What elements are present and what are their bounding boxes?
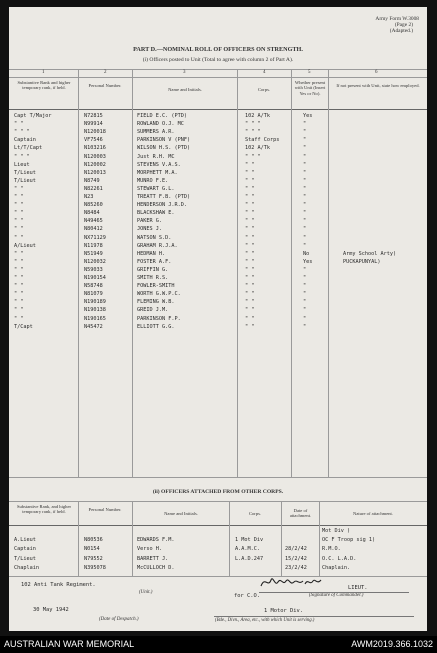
cell-whether: " [303, 323, 307, 330]
for-co: for C.O. [234, 593, 260, 599]
cell-corps: " " [245, 291, 255, 298]
cell-corps: " " [245, 177, 255, 184]
cell-whether: " [303, 226, 307, 233]
table2-bottom-rule [9, 576, 427, 577]
table-row [9, 266, 427, 274]
cell-name: MORPHETT M.A. [137, 169, 178, 176]
cell-name: TREATT F.B. (PTD) [137, 194, 191, 200]
cell-corps: " " [245, 194, 255, 200]
form-page: (Page 2) [394, 22, 413, 29]
table-row [9, 242, 427, 250]
cell-corps: " " [245, 226, 255, 233]
cell-number: N103216 [84, 145, 106, 152]
cell-whether: " [303, 234, 307, 241]
cell-number: N11978 [84, 242, 103, 249]
cell-number: N190165 [84, 315, 106, 322]
cell-name: ROWLAND O.J. MC [137, 121, 184, 128]
archive-caption-bar [0, 636, 437, 653]
col-number: 2 [104, 70, 107, 75]
cell-corps: " " [245, 185, 255, 192]
cell-number: VF7546 [84, 137, 103, 144]
cell-whether: " [303, 210, 307, 217]
table-row [9, 209, 427, 217]
cell-number: N395078 [84, 564, 106, 571]
cell-number: N59033 [84, 266, 103, 273]
cell-name: FLEMING W.B. [137, 299, 175, 306]
cell-name: EDWARDS F.M. [137, 537, 175, 544]
cell-name: JONES J. [137, 226, 162, 233]
form-id-block [375, 16, 419, 35]
cell-corps: " " [245, 169, 255, 176]
cell-rank: T/Lieut [14, 177, 36, 184]
cell-whether: " [303, 185, 307, 192]
col-number: 4 [263, 70, 266, 75]
table1-header-rule [9, 109, 427, 110]
cell-number: N80412 [84, 226, 103, 233]
cell-corps: A.A.M.C. [235, 546, 260, 553]
cell-nature: O.C. L.A.D. [322, 555, 357, 562]
cell-name: ELLIOTT G.G. [137, 323, 175, 330]
unit-label: (Unit.) [139, 590, 153, 595]
form-id: Army Form W.3008 [375, 16, 419, 22]
cell-name: Verso H. [137, 546, 162, 553]
cell-name: PAKER G. [137, 218, 162, 225]
cell-rank: " " [14, 194, 24, 200]
cell-rank: " " [14, 266, 24, 273]
cell-number: N120013 [84, 169, 106, 176]
cell-rank: " " [14, 121, 24, 128]
cell-corps: " " [245, 250, 255, 257]
cell-name: PARKINSON V (PNF) [137, 137, 191, 144]
cell-whether: " [303, 202, 307, 209]
table-row [9, 234, 427, 242]
section-ii-title: (ii) OFFICERS ATTACHED FROM OTHER CORPS. [152, 489, 284, 495]
cell-whether: " [303, 299, 307, 306]
cell-present: PUCKAPUNYAL) [343, 258, 381, 265]
cell-corps: " " [245, 299, 255, 306]
cell-number: N79552 [84, 555, 103, 562]
table-row [9, 144, 427, 152]
table-row [9, 274, 427, 282]
cell-whether: " [303, 275, 307, 281]
cell-number: N190154 [84, 275, 106, 281]
table-row [9, 323, 427, 331]
cell-date: 23/2/42 [285, 564, 307, 571]
cell-nature: R.M.O. [322, 546, 341, 553]
cell-whether: Yes [303, 258, 313, 265]
cell-corps: " " [245, 202, 255, 209]
table-row [9, 225, 427, 233]
cell-rank: " " [14, 283, 24, 290]
table-row [9, 185, 427, 193]
table2-header-rule [9, 525, 427, 526]
attached-row [9, 527, 427, 535]
form-adapted: (Adapted.) [389, 28, 413, 35]
cell-rank: Chaplain [14, 564, 39, 571]
cell-corps: L.A.D.247 [235, 555, 264, 562]
cell-corps: " " [245, 218, 255, 225]
part-title: PART D.—NOMINAL ROLL OF OFFICERS ON STRENGTH. [133, 46, 303, 53]
t2-header-date: Date of attachment. [289, 508, 312, 519]
cell-whether: " [303, 283, 307, 290]
cell-name: BARRETT J. [137, 555, 169, 562]
t2-header-corps: Corps. [248, 511, 262, 516]
t2-header-name: Name and Initials. [164, 511, 198, 516]
cell-whether: " [303, 145, 307, 152]
header-corps: Corps. [257, 87, 271, 92]
cell-number: N80536 [84, 537, 103, 544]
cell-rank: T/Lieut [14, 169, 36, 176]
header-present: If not present with Unit, state how employed. [336, 83, 420, 88]
cell-name: WORTH G.W.P.C. [137, 291, 181, 298]
table-row [9, 306, 427, 314]
cell-number: N99914 [84, 121, 103, 128]
cell-corps: " " [245, 258, 255, 265]
cell-whether: " [303, 161, 307, 168]
cell-corps: 102 A/Tk [245, 145, 270, 152]
cell-corps: " " [245, 210, 255, 217]
cell-name: BLACKSHAW E. [137, 210, 175, 217]
cell-name: WATSON S.D. [137, 234, 172, 241]
cell-name: SUMMERS A.R. [137, 129, 175, 136]
cell-whether: " [303, 121, 307, 128]
cell-name: WILSON H.S. (PTD) [137, 145, 191, 152]
cell-rank: " " " [14, 129, 30, 136]
cell-whether: No [303, 250, 310, 257]
rank-value: LIEUT. [348, 585, 368, 591]
cell-name: McCULLOCH D. [137, 564, 175, 571]
cell-number: N23 [84, 194, 94, 200]
cell-number: N120032 [84, 258, 106, 265]
cell-number: N82261 [84, 185, 103, 192]
cell-rank: " " [14, 202, 24, 209]
cell-date: 15/2/42 [285, 555, 307, 562]
cell-name: SMITH R.S. [137, 275, 169, 281]
section-i-title: (i) Officers posted to Unit (Total to agree with column 2 of Part A). [142, 57, 294, 63]
cell-whether: " [303, 177, 307, 184]
cell-whether: Yes [303, 113, 313, 119]
attached-row [9, 545, 427, 553]
cell-rank: " " [14, 250, 24, 257]
cell-whether: " [303, 194, 307, 200]
header-number: Personal Number. [88, 83, 122, 88]
col-number: 5 [308, 70, 311, 75]
unit-value: 102 Anti Tank Regiment. [21, 582, 96, 588]
table-row [9, 169, 427, 177]
cell-whether: " [303, 129, 307, 136]
table-row [9, 136, 427, 144]
cell-name: FOSTER A.F. [137, 258, 172, 265]
header-whether: Whether present with Unit (Insert Yes or No). [294, 80, 326, 96]
cell-whether: " [303, 218, 307, 225]
cell-whether: " [303, 153, 307, 160]
cell-number: N120002 [84, 161, 106, 168]
cell-name: FIELD E.C. (PTD) [137, 113, 187, 119]
cell-number: N8484 [84, 210, 100, 217]
t2-header-number: Personal Number. [88, 507, 122, 512]
table-row [9, 217, 427, 225]
cell-rank: Captain [14, 546, 36, 553]
cell-number: N51949 [84, 250, 103, 257]
cell-whether: " [303, 266, 307, 273]
commander-signature-image [259, 574, 329, 590]
cell-name: GRIFFIN G. [137, 266, 169, 273]
cell-corps: " " [245, 234, 255, 241]
cell-rank: Capt T/Major [14, 113, 52, 119]
area-line [214, 616, 414, 617]
table2-top-rule [9, 501, 427, 502]
cell-rank: " " [14, 226, 24, 233]
cell-name: MUNRO F.E. [137, 177, 169, 184]
cell-rank: " " [14, 291, 24, 298]
cell-rank: Captain [14, 137, 36, 144]
cell-rank: " " [14, 258, 24, 265]
cell-rank: " " [14, 307, 24, 314]
cell-corps: " " " [245, 129, 261, 136]
cell-rank: Lieut [14, 161, 30, 168]
cell-corps: " " [245, 323, 255, 330]
cell-name: HENDERSON J.R.D. [137, 202, 187, 209]
cell-name: PARKINSON F.P. [137, 315, 181, 322]
cell-present: Army School Arty) [343, 250, 397, 257]
despatch-date-value: 30 May 1942 [33, 607, 69, 613]
cell-number: NX71129 [84, 234, 106, 241]
table-row [9, 282, 427, 290]
cell-number: N45472 [84, 323, 103, 330]
cell-nature: Chaplain. [322, 564, 351, 571]
cell-corps: " " [245, 315, 255, 322]
table-row [9, 298, 427, 306]
archive-reference: AWM2019.366.1032 [351, 639, 433, 649]
cell-whether: " [303, 291, 307, 298]
cell-name: STEVENS V.A.S. [137, 161, 181, 168]
cell-rank: " " [14, 185, 24, 192]
header-rank: Substantive Rank and higher temporary rank, if held. [17, 80, 71, 91]
cell-whether: " [303, 307, 307, 314]
cell-rank: " " [14, 299, 24, 306]
table-row [9, 290, 427, 298]
col-number: 3 [183, 70, 186, 75]
cell-name: STEWART G.L. [137, 185, 175, 192]
despatch-date-label: (Date of Despatch.) [99, 617, 139, 622]
cell-rank: T/Lieut [14, 555, 36, 562]
signature-line [259, 592, 409, 593]
cell-number: N49465 [84, 218, 103, 225]
cell-rank: " " [14, 275, 24, 281]
cell-corps: 1 Mot Div [235, 537, 264, 544]
cell-rank: " " [14, 210, 24, 217]
cell-date: 28/2/42 [285, 546, 307, 553]
table1-top-rule [9, 69, 427, 70]
cell-name: GREID J.M. [137, 307, 169, 314]
cell-nature: OC F Troop sig 1) [322, 537, 376, 544]
col-number: 6 [375, 70, 378, 75]
cell-name: HEDMAN H. [137, 250, 166, 257]
cell-whether: " [303, 315, 307, 322]
cell-corps: " " [245, 242, 255, 249]
cell-number: N0154 [84, 546, 100, 553]
table-row [9, 112, 427, 120]
table-row [9, 153, 427, 161]
cell-whether: " [303, 169, 307, 176]
cell-number: N120018 [84, 129, 106, 136]
table1-colnum-rule [9, 77, 427, 78]
attached-row [9, 536, 427, 544]
cell-corps: 102 A/Tk [245, 113, 270, 119]
signature-label: (Signature of Commander.) [309, 593, 364, 598]
cell-corps: " " [245, 266, 255, 273]
cell-rank: " " [14, 218, 24, 225]
table-row [9, 201, 427, 209]
cell-whether: " [303, 242, 307, 249]
cell-rank: " " [14, 234, 24, 241]
cell-rank: " " [14, 315, 24, 322]
table-row [9, 193, 427, 201]
cell-corps: " " [245, 283, 255, 290]
archive-name: AUSTRALIAN WAR MEMORIAL [4, 639, 135, 649]
cell-number: N58748 [84, 283, 103, 290]
cell-number: N190189 [84, 299, 106, 306]
cell-number: N85260 [84, 202, 103, 209]
table-row [9, 258, 427, 266]
cell-rank: Lt/T/Capt [14, 145, 43, 152]
cell-corps: Staff Corps [245, 137, 280, 144]
area-value: 1 Motor Div. [264, 608, 303, 614]
document-page [9, 7, 427, 631]
attached-row [9, 564, 427, 572]
attached-row [9, 555, 427, 563]
cell-number: N190138 [84, 307, 106, 314]
header-name: Name and Initials. [168, 87, 202, 92]
cell-name: GRAHAM R.J.A. [137, 242, 178, 249]
table-row [9, 128, 427, 136]
cell-corps: " " [245, 307, 255, 314]
t2-header-rank: Substantive Rank, and higher temporary rank, if held. [16, 504, 72, 515]
table-row [9, 161, 427, 169]
cell-nature: Mot Div ) [322, 528, 351, 534]
cell-name: Just R.H. MC [137, 153, 175, 160]
table-row [9, 250, 427, 258]
col-number: 1 [42, 70, 45, 75]
table-row [9, 315, 427, 323]
cell-number: N8749 [84, 177, 100, 184]
table-row [9, 177, 427, 185]
cell-rank: " " " [14, 153, 30, 160]
cell-rank: A.Lieut [14, 537, 36, 544]
cell-number: N81079 [84, 291, 103, 298]
cell-corps: " " [245, 161, 255, 168]
cell-number: N72815 [84, 113, 103, 119]
table1-bottom-rule [9, 477, 427, 478]
t2-header-nature: Nature of attachment. [353, 511, 393, 516]
cell-whether: " [303, 137, 307, 144]
table-row [9, 120, 427, 128]
cell-name: FOWLER-SMITH [137, 283, 175, 290]
cell-corps: " " " [245, 153, 261, 160]
cell-number: N120003 [84, 153, 106, 160]
cell-corps: " " " [245, 121, 261, 128]
cell-rank: T/Capt [14, 323, 33, 330]
cell-corps: " " [245, 275, 255, 281]
area-label: (Bde., Divn., Area, etc., with which Unit is serving.) [215, 618, 315, 623]
cell-rank: A/Lieut [14, 242, 36, 249]
